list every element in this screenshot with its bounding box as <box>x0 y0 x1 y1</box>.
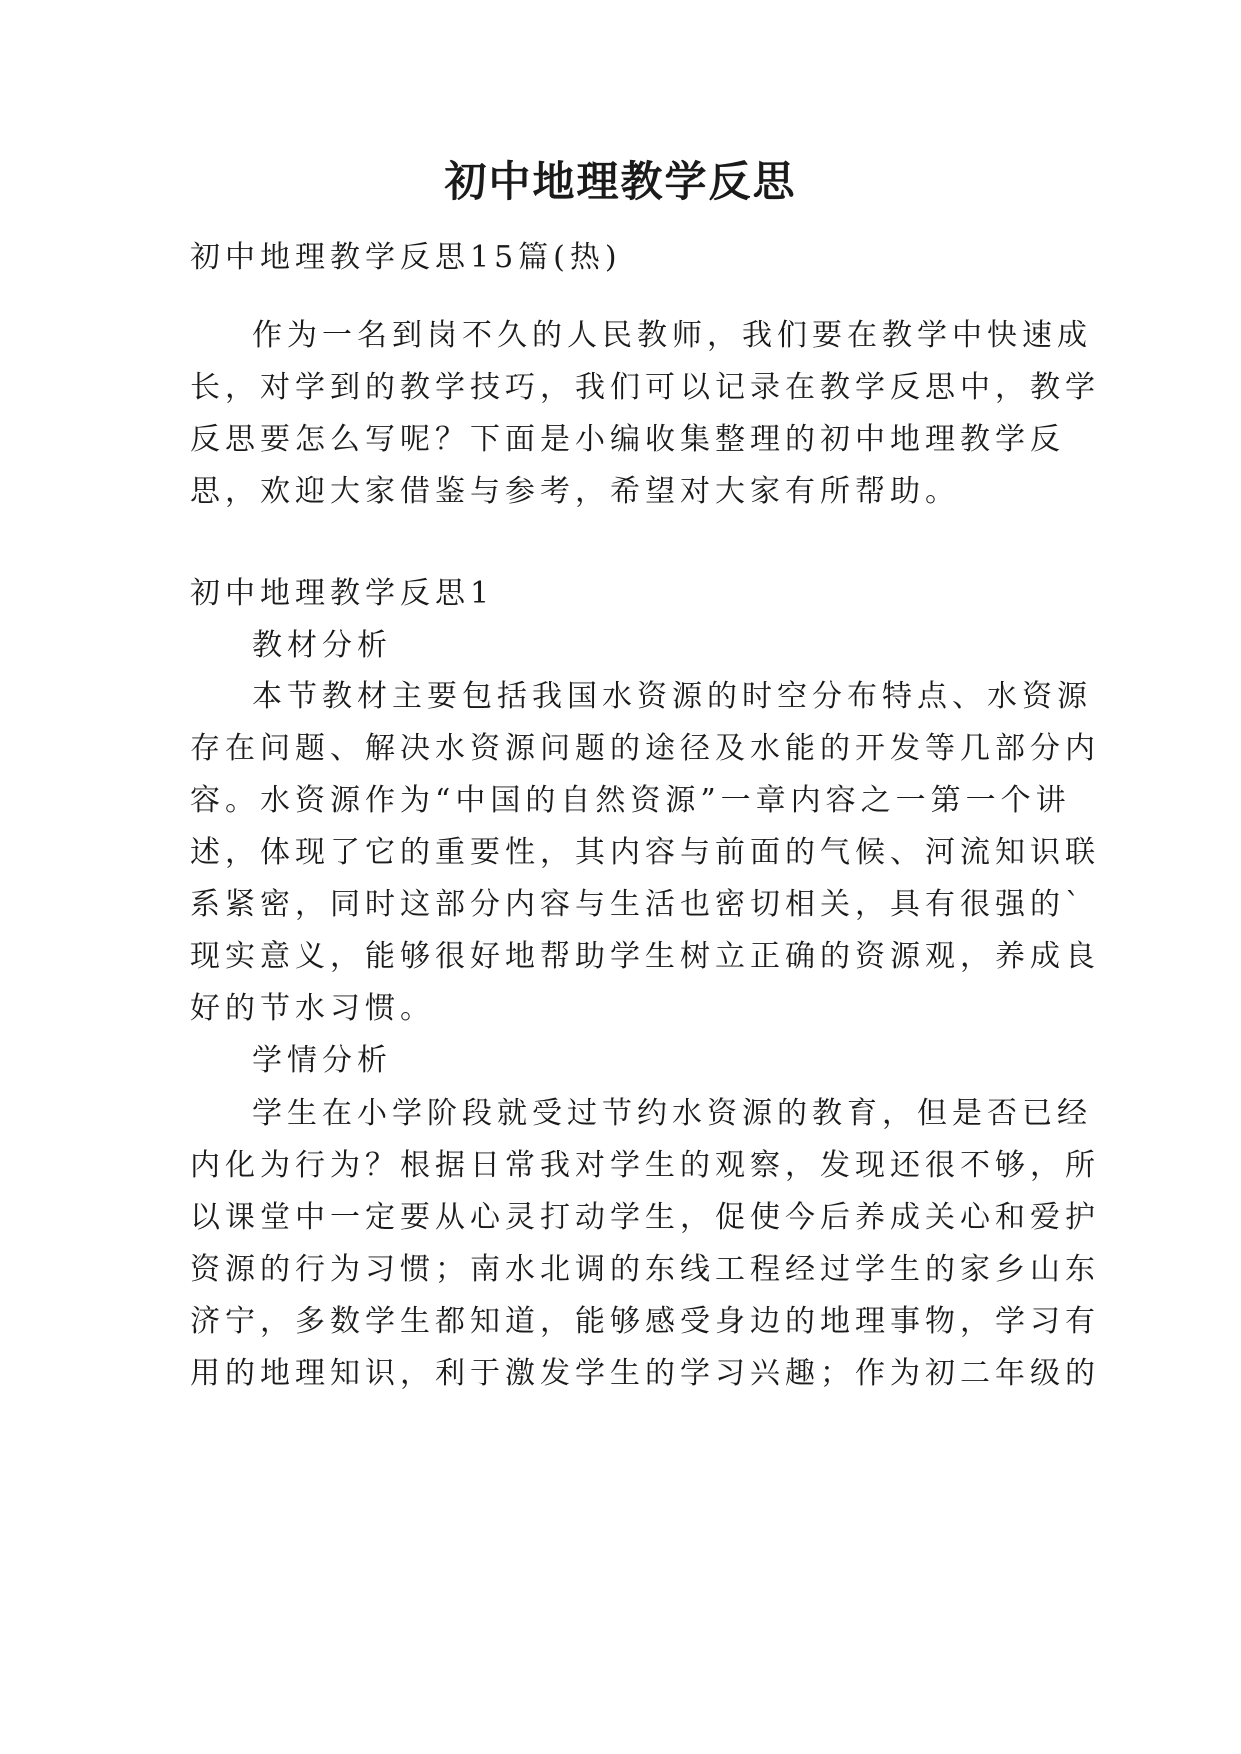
document-title: 初中地理教学反思 <box>444 157 797 206</box>
document-subtitle: 初中地理教学反思15篇(热) <box>190 240 622 275</box>
students-line: 资源的行为习惯；南水北调的东线工程经过学生的家乡山东 <box>190 1252 1100 1287</box>
textbook-line: 好的节水习惯。 <box>190 991 435 1026</box>
student-analysis-heading: 学情分析 <box>252 1043 392 1078</box>
intro-line: 作为一名到岗不久的人民教师，我们要在教学中快速成 <box>252 318 1092 353</box>
students-line: 以课堂中一定要从心灵打动学生，促使今后养成关心和爱护 <box>190 1200 1100 1235</box>
textbook-line: 本节教材主要包括我国水资源的时空分布特点、水资源 <box>252 679 1092 714</box>
textbook-line: 述，体现了它的重要性，其内容与前面的气候、河流知识联 <box>190 835 1100 870</box>
textbook-line: 现实意义，能够很好地帮助学生树立正确的资源观，养成良 <box>190 939 1100 974</box>
section-heading: 初中地理教学反思1 <box>190 576 495 611</box>
students-line: 济宁，多数学生都知道，能够感受身边的地理事物，学习有 <box>190 1304 1100 1339</box>
students-line: 用的地理知识，利于激发学生的学习兴趣；作为初二年级的 <box>190 1356 1100 1391</box>
students-line: 内化为行为？根据日常我对学生的观察，发现还很不够，所 <box>190 1148 1100 1183</box>
textbook-analysis-heading: 教材分析 <box>252 628 392 663</box>
textbook-line: 容。水资源作为“中国的自然资源”一章内容之一第一个讲 <box>190 783 1071 818</box>
intro-line: 思，欢迎大家借鉴与参考，希望对大家有所帮助。 <box>190 474 960 509</box>
textbook-line: 存在问题、解决水资源问题的途径及水能的开发等几部分内 <box>190 731 1100 766</box>
textbook-line: 系紧密，同时这部分内容与生活也密切相关，具有很强的` <box>190 887 1085 922</box>
intro-line: 长，对学到的教学技巧，我们可以记录在教学反思中，教学 <box>190 370 1100 405</box>
students-line: 学生在小学阶段就受过节约水资源的教育，但是否已经 <box>252 1096 1092 1131</box>
intro-line: 反思要怎么写呢？下面是小编收集整理的初中地理教学反 <box>190 422 1065 457</box>
